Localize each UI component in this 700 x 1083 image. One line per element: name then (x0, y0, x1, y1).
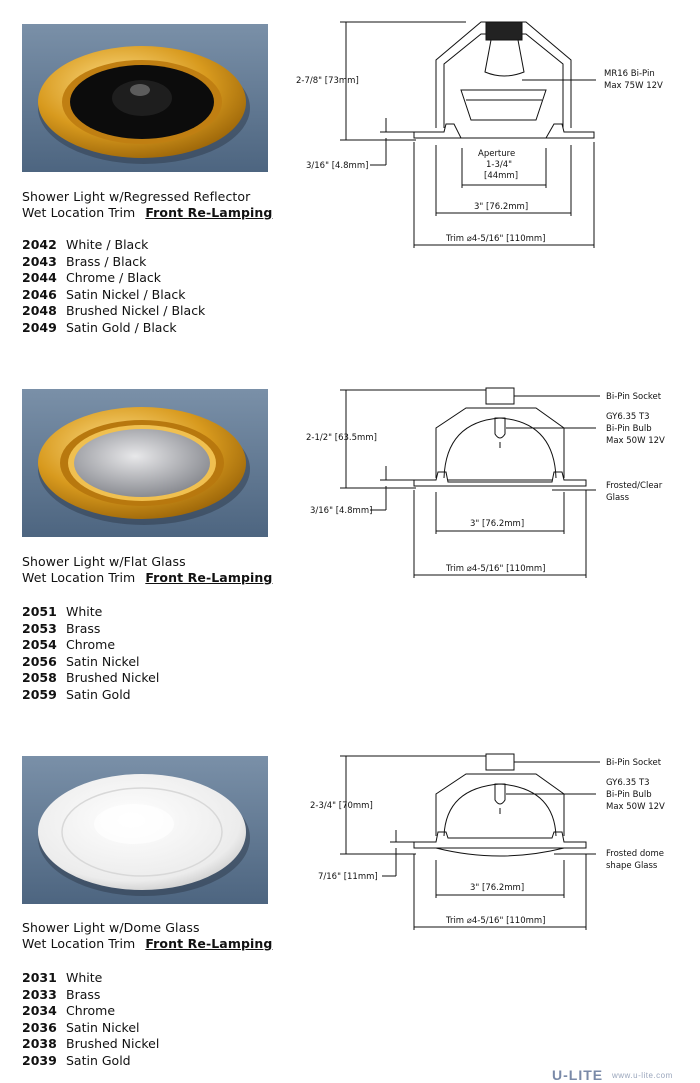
glass-label-line2: Glass (606, 493, 630, 503)
model-list-regressed-reflector (22, 237, 205, 337)
model-finish: Chrome / Black (66, 270, 162, 286)
model-code: 2044 (22, 270, 57, 286)
model-row (22, 303, 205, 320)
socket-label: Bi-Pin Socket (606, 758, 662, 768)
width-dimension: 3" [76.2mm] (470, 519, 525, 529)
model-code: 2051 (22, 604, 57, 619)
model-row (22, 237, 205, 254)
dimension-diagram-regressed-reflector (296, 10, 696, 250)
bulb-type-label: GY6.35 T3 (606, 778, 650, 788)
model-row (22, 604, 159, 621)
model-code: 2056 (22, 653, 57, 669)
model-finish: Satin Nickel / Black (66, 286, 186, 302)
model-finish: Brass (66, 620, 101, 636)
product-title-dome-glass (22, 920, 272, 952)
model-code: 2036 (22, 1019, 57, 1035)
model-row (22, 637, 159, 654)
model-code: 2059 (22, 686, 57, 702)
model-finish: Brushed Nickel (66, 670, 160, 686)
product-photo-regressed-reflector (22, 24, 268, 172)
model-code: 2046 (22, 286, 57, 302)
model-row (22, 287, 205, 304)
model-finish: White (66, 970, 103, 985)
model-finish: Satin Gold / Black (66, 319, 177, 335)
product-name: Shower Light w/Flat Glass (22, 554, 186, 569)
glass-label-line2: shape Glass (606, 861, 658, 871)
model-code: 2031 (22, 970, 57, 985)
flange-dimension: 3/16" [4.8mm] (306, 161, 369, 171)
flange-dimension: 7/16" [11mm] (318, 872, 378, 882)
model-list-flat-glass (22, 604, 159, 704)
model-finish: White (66, 604, 103, 619)
model-row (22, 1036, 159, 1053)
product-photo-dome-glass (22, 756, 268, 904)
model-row (22, 1003, 159, 1020)
model-code: 2038 (22, 1036, 57, 1052)
model-list-dome-glass (22, 970, 159, 1070)
glass-label: Frosted dome (606, 849, 664, 859)
bulb-description-label: Bi-Pin Bulb (606, 790, 652, 800)
aperture-inch: 1-3/4" (486, 160, 513, 170)
model-finish: White / Black (66, 237, 149, 252)
model-finish: Satin Gold (66, 686, 131, 702)
width-dimension: 3" [76.2mm] (474, 202, 529, 212)
model-code: 2048 (22, 303, 57, 319)
model-finish: Brass (66, 986, 101, 1002)
model-code: 2042 (22, 237, 57, 252)
model-row (22, 687, 159, 704)
model-finish: Chrome (66, 637, 116, 653)
model-code: 2033 (22, 986, 57, 1002)
model-row (22, 320, 205, 337)
height-dimension: 2-3/4" [70mm] (310, 801, 373, 811)
model-code: 2053 (22, 620, 57, 636)
trim-dimension: Trim ⌀4-5/16" [110mm] (446, 916, 546, 926)
product-title-flat-glass (22, 554, 272, 586)
product-photo-flat-glass (22, 389, 268, 537)
model-code: 2034 (22, 1003, 57, 1019)
model-finish: Satin Nickel (66, 653, 140, 669)
bulb-type-label: MR16 Bi-Pin (604, 69, 655, 79)
model-row (22, 970, 159, 987)
model-finish: Brushed Nickel / Black (66, 303, 206, 319)
lamping-label: Front Re-Lamping (145, 205, 273, 220)
brand-logo: U-LITE (552, 1067, 604, 1083)
website-url: www.u-lite.com (612, 1071, 673, 1080)
product-title-regressed-reflector (22, 189, 272, 221)
lamping-label: Front Re-Lamping (145, 936, 273, 951)
model-finish: Brushed Nickel (66, 1036, 160, 1052)
dimension-diagram-flat-glass (296, 384, 696, 624)
trim-type: Wet Location Trim (22, 570, 136, 585)
aperture-mm: [44mm] (484, 171, 519, 181)
model-code: 2039 (22, 1052, 57, 1068)
model-row (22, 1053, 159, 1070)
model-finish: Satin Nickel (66, 1019, 140, 1035)
trim-dimension: Trim ⌀4-5/16" [110mm] (446, 234, 546, 244)
model-row (22, 654, 159, 671)
flange-dimension: 3/16" [4.8mm] (310, 506, 373, 516)
width-dimension: 3" [76.2mm] (470, 883, 525, 893)
model-code: 2058 (22, 670, 57, 686)
model-finish: Satin Gold (66, 1052, 131, 1068)
dimension-diagram-dome-glass (296, 750, 696, 990)
glass-label: Frosted/Clear (606, 481, 663, 491)
model-finish: Chrome (66, 1003, 116, 1019)
aperture-label: Aperture (478, 149, 516, 159)
model-row (22, 670, 159, 687)
product-name: Shower Light w/Dome Glass (22, 920, 200, 935)
bulb-wattage-label: Max 50W 12V (606, 436, 665, 446)
model-row (22, 270, 205, 287)
trim-type: Wet Location Trim (22, 205, 136, 220)
model-code: 2043 (22, 253, 57, 269)
model-row (22, 987, 159, 1004)
bulb-wattage-label: Max 50W 12V (606, 802, 665, 812)
model-row (22, 621, 159, 638)
bulb-type-label: GY6.35 T3 (606, 412, 650, 422)
height-dimension: 2-1/2" [63.5mm] (306, 433, 377, 443)
model-finish: Brass / Black (66, 253, 147, 269)
trim-type: Wet Location Trim (22, 936, 136, 951)
model-code: 2054 (22, 637, 57, 653)
product-name: Shower Light w/Regressed Reflector (22, 189, 251, 204)
model-row (22, 1020, 159, 1037)
bulb-wattage-label: Max 75W 12V (604, 81, 663, 91)
bulb-description-label: Bi-Pin Bulb (606, 424, 652, 434)
model-row (22, 254, 205, 271)
lamping-label: Front Re-Lamping (145, 570, 273, 585)
height-dimension: 2-7/8" [73mm] (296, 76, 359, 86)
model-code: 2049 (22, 319, 57, 335)
trim-dimension: Trim ⌀4-5/16" [110mm] (446, 564, 546, 574)
socket-label: Bi-Pin Socket (606, 392, 662, 402)
